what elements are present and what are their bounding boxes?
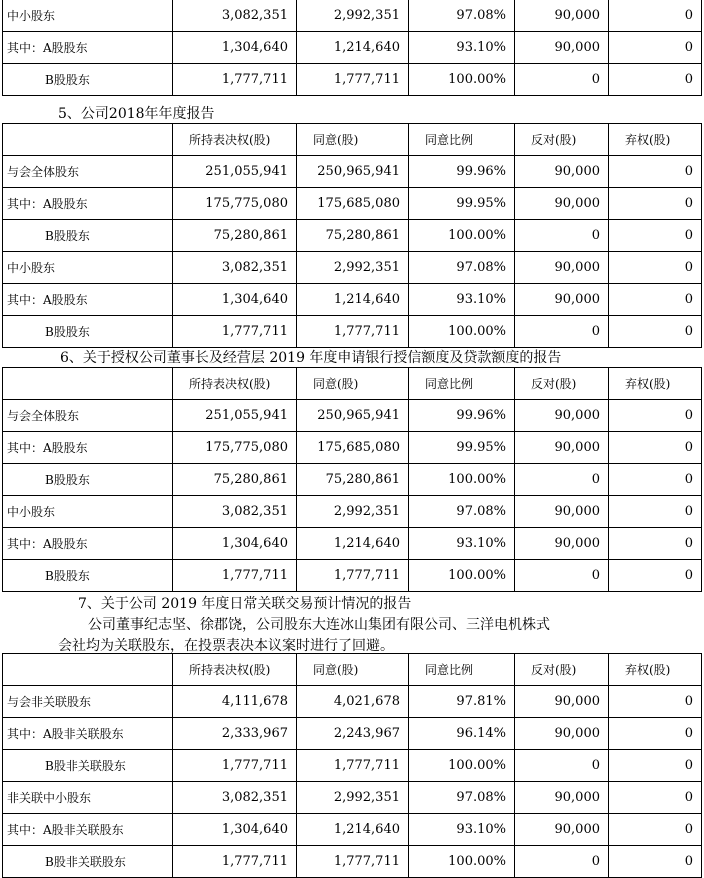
cell-approve-ratio: 100.00% [409,846,515,878]
cell-abstain-shares: 0 [609,560,702,592]
cell-oppose-shares: 90,000 [515,400,609,432]
column-header-shareholder-type [3,654,173,686]
cell-approve-shares: 1,777,711 [297,316,409,348]
cell-oppose-shares: 90,000 [515,0,609,32]
cell-oppose-shares: 90,000 [515,32,609,64]
cell-oppose-shares: 90,000 [515,188,609,220]
cell-approve-shares: 1,777,711 [297,750,409,782]
column-header-oppose-shares: 反对(股) [515,654,609,686]
cell-voting-shares: 3,082,351 [173,496,297,528]
cell-approve-ratio: 100.00% [409,464,515,496]
cell-voting-shares: 4,111,678 [173,686,297,718]
cell-abstain-shares: 0 [609,156,702,188]
section-7-note-line2: 会社均为关联股东，在投票表决本议案时进行了回避。 [58,638,394,654]
cell-oppose-shares: 0 [515,846,609,878]
cell-voting-shares: 251,055,941 [173,156,297,188]
column-header-voting-shares: 所持表决权(股) [173,124,297,156]
cell-approve-ratio: 100.00% [409,220,515,252]
column-header-shareholder-type [3,368,173,400]
cell-voting-shares: 1,777,711 [173,64,297,96]
cell-abstain-shares: 0 [609,400,702,432]
cell-voting-shares: 1,777,711 [173,560,297,592]
cell-approve-ratio: 97.08% [409,252,515,284]
cell-approve-ratio: 97.08% [409,496,515,528]
table-row [3,464,702,496]
cell-abstain-shares: 0 [609,496,702,528]
column-header-approve-ratio: 同意比例 [409,654,515,686]
cell-oppose-shares: 90,000 [515,252,609,284]
cell-abstain-shares: 0 [609,432,702,464]
cell-approve-ratio: 93.10% [409,284,515,316]
cell-approve-shares: 4,021,678 [297,686,409,718]
column-header-abstain-shares: 弃权(股) [609,368,702,400]
table-row [3,316,702,348]
column-header-shareholder-type [3,124,173,156]
cell-oppose-shares: 90,000 [515,496,609,528]
table-row [3,750,702,782]
cell-approve-shares: 1,214,640 [297,284,409,316]
table-row [3,686,702,718]
section-6-heading: 6、关于授权公司董事长及经营层 2019 年度申请银行授信额度及贷款额度的报告 [60,350,562,366]
table-row [3,782,702,814]
cell-approve-shares: 2,992,351 [297,782,409,814]
cell-voting-shares: 1,777,711 [173,846,297,878]
row-label: 其中：A股股东 [3,32,173,64]
table-row [3,560,702,592]
cell-approve-shares: 250,965,941 [297,156,409,188]
cell-voting-shares: 1,304,640 [173,528,297,560]
column-header-voting-shares: 所持表决权(股) [173,368,297,400]
table-row [3,814,702,846]
cell-approve-shares: 1,214,640 [297,528,409,560]
cell-approve-shares: 1,777,711 [297,846,409,878]
cell-approve-shares: 2,992,351 [297,496,409,528]
cell-approve-shares: 2,243,967 [297,718,409,750]
cell-approve-ratio: 99.95% [409,432,515,464]
row-label: 与会全体股东 [3,400,173,432]
cell-voting-shares: 3,082,351 [173,252,297,284]
cell-voting-shares: 175,775,080 [173,432,297,464]
table-header-row [3,368,702,400]
cell-abstain-shares: 0 [609,316,702,348]
cell-approve-shares: 75,280,861 [297,464,409,496]
cell-voting-shares: 1,777,711 [173,316,297,348]
column-header-approve-shares: 同意(股) [297,124,409,156]
row-label: 与会非关联股东 [3,686,173,718]
cell-oppose-shares: 90,000 [515,718,609,750]
cell-oppose-shares: 0 [515,750,609,782]
table-row [3,528,702,560]
cell-abstain-shares: 0 [609,782,702,814]
cell-approve-ratio: 99.96% [409,400,515,432]
cell-voting-shares: 2,333,967 [173,718,297,750]
cell-approve-ratio: 99.95% [409,188,515,220]
cell-oppose-shares: 0 [515,64,609,96]
row-label: 其中：A股股东 [3,432,173,464]
cell-voting-shares: 1,304,640 [173,284,297,316]
cell-approve-shares: 75,280,861 [297,220,409,252]
row-label: B股非关联股东 [3,750,173,782]
column-header-voting-shares: 所持表决权(股) [173,654,297,686]
row-label: 其中：A股股东 [3,284,173,316]
table-row [3,32,702,64]
cell-oppose-shares: 0 [515,464,609,496]
cell-approve-shares: 1,214,640 [297,32,409,64]
row-label: 中小股东 [3,496,173,528]
section-5-heading: 5、公司2018年年度报告 [58,106,215,122]
cell-oppose-shares: 90,000 [515,432,609,464]
column-header-approve-ratio: 同意比例 [409,368,515,400]
cell-approve-ratio: 100.00% [409,560,515,592]
vote-table-top [2,0,702,96]
cell-abstain-shares: 0 [609,528,702,560]
cell-voting-shares: 3,082,351 [173,782,297,814]
table-row [3,284,702,316]
row-label: 中小股东 [3,252,173,284]
table-row [3,64,702,96]
vote-table-section-5 [2,123,702,348]
cell-approve-shares: 2,992,351 [297,0,409,32]
cell-voting-shares: 1,304,640 [173,814,297,846]
cell-oppose-shares: 90,000 [515,284,609,316]
table-row [3,0,702,32]
cell-abstain-shares: 0 [609,464,702,496]
row-label: B股股东 [3,464,173,496]
cell-voting-shares: 75,280,861 [173,220,297,252]
column-header-oppose-shares: 反对(股) [515,368,609,400]
column-header-oppose-shares: 反对(股) [515,124,609,156]
table-header-row [3,654,702,686]
cell-abstain-shares: 0 [609,64,702,96]
cell-oppose-shares: 0 [515,560,609,592]
cell-voting-shares: 75,280,861 [173,464,297,496]
table-row [3,252,702,284]
section-7-note-line1: 公司董事纪志坚、徐郡饶，公司股东大连冰山集团有限公司、三洋电机株式 [88,617,550,633]
cell-approve-shares: 250,965,941 [297,400,409,432]
cell-oppose-shares: 90,000 [515,156,609,188]
cell-approve-ratio: 97.08% [409,0,515,32]
cell-oppose-shares: 90,000 [515,814,609,846]
table-row [3,156,702,188]
cell-abstain-shares: 0 [609,220,702,252]
cell-abstain-shares: 0 [609,686,702,718]
table-row [3,718,702,750]
cell-approve-ratio: 93.10% [409,528,515,560]
cell-oppose-shares: 90,000 [515,686,609,718]
cell-approve-ratio: 100.00% [409,750,515,782]
table-row [3,188,702,220]
cell-approve-shares: 175,685,080 [297,432,409,464]
cell-oppose-shares: 0 [515,316,609,348]
cell-voting-shares: 1,777,711 [173,750,297,782]
cell-approve-ratio: 97.81% [409,686,515,718]
row-label: B股非关联股东 [3,846,173,878]
cell-approve-shares: 1,214,640 [297,814,409,846]
table-row [3,846,702,878]
cell-approve-ratio: 100.00% [409,316,515,348]
table-row [3,220,702,252]
cell-voting-shares: 1,304,640 [173,32,297,64]
row-label: 与会全体股东 [3,156,173,188]
column-header-approve-shares: 同意(股) [297,368,409,400]
row-label: 其中：A股股东 [3,528,173,560]
row-label: B股股东 [3,220,173,252]
table-row [3,496,702,528]
cell-oppose-shares: 90,000 [515,528,609,560]
cell-approve-shares: 2,992,351 [297,252,409,284]
cell-approve-ratio: 100.00% [409,64,515,96]
cell-abstain-shares: 0 [609,252,702,284]
table-row [3,432,702,464]
table-header-row [3,124,702,156]
row-label: 其中：A股股东 [3,188,173,220]
column-header-abstain-shares: 弃权(股) [609,654,702,686]
cell-approve-shares: 175,685,080 [297,188,409,220]
vote-table-section-7 [2,653,702,878]
cell-approve-shares: 1,777,711 [297,560,409,592]
cell-voting-shares: 251,055,941 [173,400,297,432]
column-header-approve-ratio: 同意比例 [409,124,515,156]
cell-abstain-shares: 0 [609,284,702,316]
cell-abstain-shares: 0 [609,846,702,878]
row-label: 中小股东 [3,0,173,32]
vote-table-section-6 [2,367,702,592]
row-label: B股股东 [3,316,173,348]
cell-oppose-shares: 0 [515,220,609,252]
cell-approve-ratio: 93.10% [409,814,515,846]
row-label: 其中：A股非关联股东 [3,814,173,846]
column-header-abstain-shares: 弃权(股) [609,124,702,156]
cell-abstain-shares: 0 [609,814,702,846]
cell-approve-ratio: 97.08% [409,782,515,814]
row-label: 其中：A股非关联股东 [3,718,173,750]
cell-oppose-shares: 90,000 [515,782,609,814]
cell-voting-shares: 3,082,351 [173,0,297,32]
table-row [3,400,702,432]
column-header-approve-shares: 同意(股) [297,654,409,686]
cell-abstain-shares: 0 [609,750,702,782]
cell-abstain-shares: 0 [609,718,702,750]
row-label: B股股东 [3,64,173,96]
section-7-heading: 7、关于公司 2019 年度日常关联交易预计情况的报告 [78,596,412,612]
cell-abstain-shares: 0 [609,32,702,64]
cell-approve-ratio: 93.10% [409,32,515,64]
row-label: B股股东 [3,560,173,592]
cell-approve-ratio: 99.96% [409,156,515,188]
cell-approve-ratio: 96.14% [409,718,515,750]
row-label: 非关联中小股东 [3,782,173,814]
cell-voting-shares: 175,775,080 [173,188,297,220]
cell-abstain-shares: 0 [609,188,702,220]
cell-abstain-shares: 0 [609,0,702,32]
cell-approve-shares: 1,777,711 [297,64,409,96]
